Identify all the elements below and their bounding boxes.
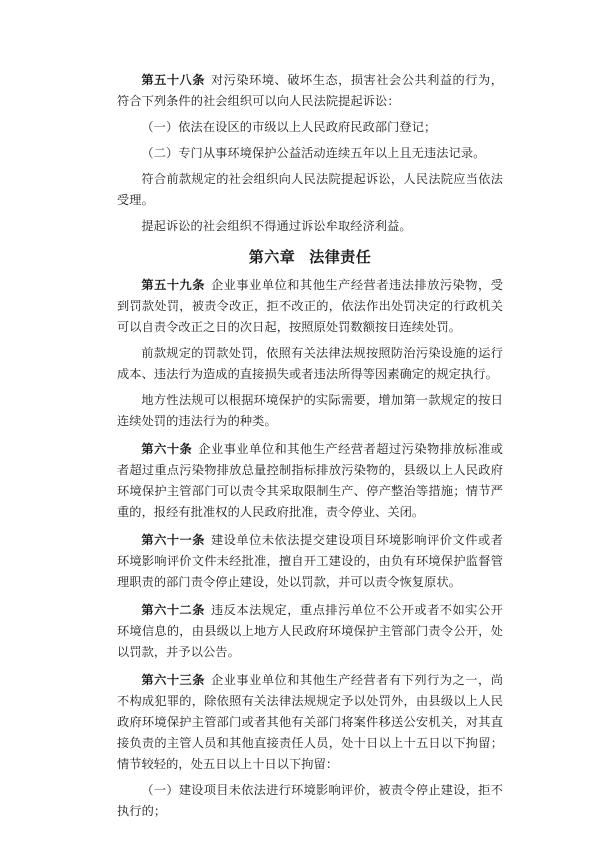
article-58 <box>117 70 503 112</box>
article-61 <box>117 530 503 593</box>
article-59 <box>117 275 503 338</box>
article-58-paragraph-2: 符合前款规定的社会组织向人民法院提起诉讼，人民法院应当依法受理。 <box>117 172 503 207</box>
article-59-text: 企业事业单位和其他生产经营者违法排放污染物，受到罚款处罚，被责令改正，拒不改正的，依法作出处罚决定的行政机关可以自责令改正之日的次日起，按照原处罚数额按日连续处罚。 <box>117 278 503 334</box>
document-body <box>117 70 503 822</box>
article-60-text: 企业事业单位和其他生产经营者超过污染物排放标准或者超过重点污染物排放总量控制指标排放污染物的，县级以上人民政府环境保护主管部门可以责令其采取限制生产、停产整治等措施；情节严重的，报经有批准权的人民政府批准，责令停业、关闭。 <box>117 442 504 519</box>
article-61-number: 第六十一条 <box>141 533 205 547</box>
article-59-paragraph-2: 前款规定的罚款处罚，依照有关法律法规按照防治污染设施的运行成本、违法行为造成的直接损失或者违法所得等因素确定的规定执行。 <box>117 346 503 381</box>
article-58-number: 第五十八条 <box>141 73 205 87</box>
chapter-number: 第六章 <box>248 248 296 266</box>
article-58-paragraph-3: 提起诉讼的社会组织不得通过诉讼牟取经济利益。 <box>141 219 412 233</box>
chapter-heading <box>117 245 503 269</box>
article-61-text: 建设单位未依法提交建设项目环境影响评价文件或者环境影响评价文件未经批准，擅自开工建设的，由负有环境保护监督管理职责的部门责令停止建设，处以罚款，并可以责令恢复原状。 <box>117 533 503 589</box>
article-58-item-1: （一）依法在设区的市级以上人民政府民政部门登记； <box>141 120 437 134</box>
article-63-text: 企业事业单位和其他生产经营者有下列行为之一，尚不构成犯罪的，除依照有关法律法规规定予以处罚外，由县级以上人民政府环境保护主管部门或者其他有关部门将案件移送公安机关，对其直接负责的主管人员和其他直接责任人员，处十日以上十五日以下拘留；情节较轻的，处五日以上十日以下拘留： <box>117 673 503 771</box>
article-60-number: 第六十条 <box>141 442 193 456</box>
chapter-title: 法律责任 <box>309 248 372 266</box>
article-62-text: 违反本法规定，重点排污单位不公开或者不如实公开环境信息的，由县级以上地方人民政府环境保护主管部门责令公开，处以罚款，并予以公告。 <box>117 603 503 659</box>
article-59-paragraph-3: 地方性法规可以根据环境保护的实际需要，增加第一款规定的按日连续处罚的违法行为的种类。 <box>117 393 503 428</box>
article-62 <box>117 600 503 663</box>
article-60 <box>117 439 503 523</box>
article-63-number: 第六十三条 <box>141 673 205 687</box>
article-62-number: 第六十二条 <box>141 603 205 617</box>
article-63-item-1: （一）建设项目未依法进行环境影响评价，被责令停止建设，拒不执行的； <box>117 783 503 818</box>
article-58-text: 对污染环境、破坏生态，损害社会公共利益的行为，符合下列条件的社会组织可以向人民法院提起诉讼： <box>117 73 503 108</box>
article-58-item-2: （二）专门从事环境保护公益活动连续五年以上且无违法记录。 <box>141 146 486 160</box>
article-59-number: 第五十九条 <box>141 278 205 292</box>
article-63 <box>117 670 503 775</box>
